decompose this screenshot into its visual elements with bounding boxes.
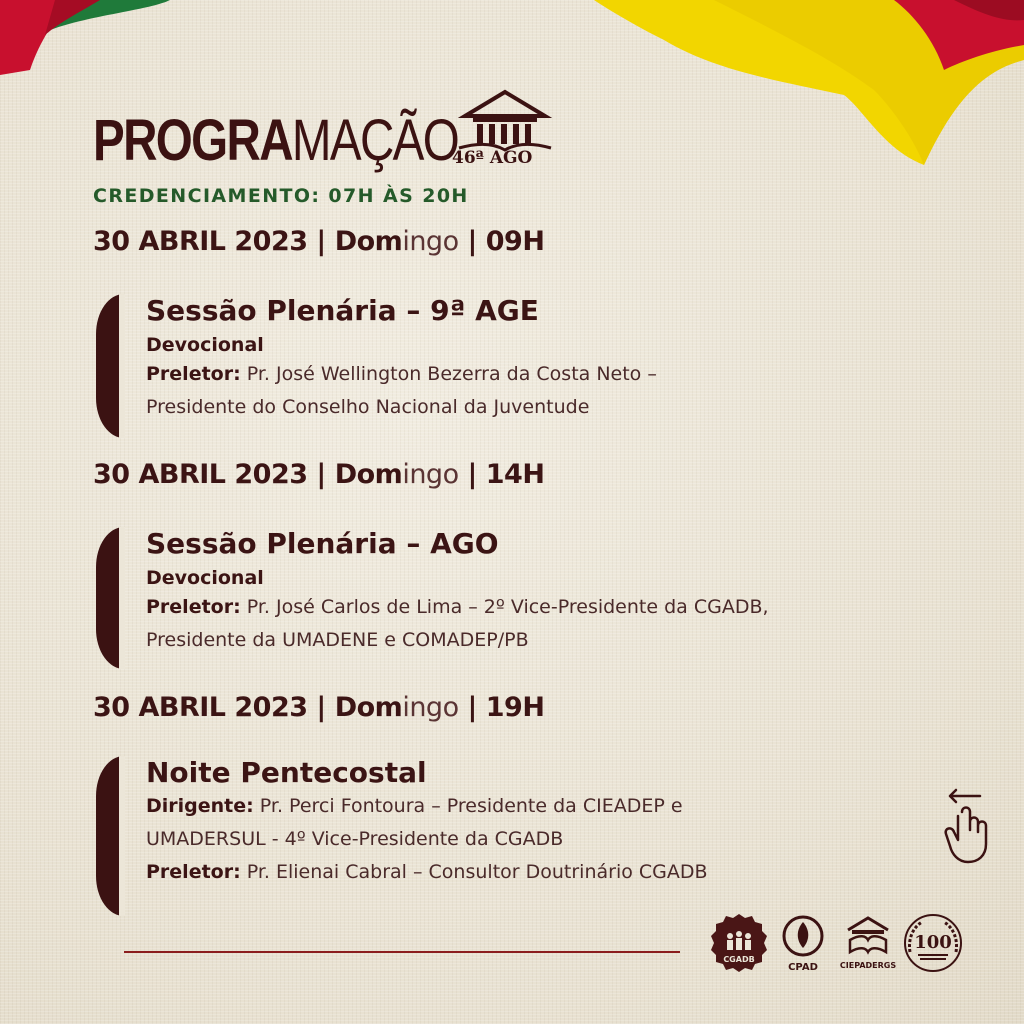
speaker-text: Pr. José Carlos de Lima – 2º Vice-Presidente da CGADB, xyxy=(240,596,769,618)
cpad-logo xyxy=(780,914,826,974)
event-badge: 46ª AGO xyxy=(452,148,533,168)
session-bar xyxy=(96,756,124,916)
day-bold: Dom xyxy=(334,459,403,490)
session-subtitle: Devocional xyxy=(146,567,264,589)
session-bar xyxy=(96,527,124,669)
date-text: 30 ABRIL 2023 | xyxy=(93,692,335,723)
title-bold: PROGRA xyxy=(93,108,292,173)
speaker-label: Preletor: xyxy=(146,363,241,385)
speaker-label: Dirigente: xyxy=(146,795,254,817)
speaker-line xyxy=(146,391,657,424)
speaker-text: Pr. Perci Fontoura – Presidente da CIEADEP e xyxy=(253,795,683,817)
cgadb-logo xyxy=(708,912,770,974)
speaker-text: UMADERSUL - 4º Vice-Presidente da CGADB xyxy=(146,828,564,850)
speaker-line xyxy=(146,358,657,391)
centenary-seal-text: 100 xyxy=(914,932,952,953)
day-light: ingo xyxy=(402,226,459,257)
date-text: 30 ABRIL 2023 | xyxy=(93,459,335,490)
hand-swipe-icon[interactable] xyxy=(940,782,1000,866)
cpad-logo-text: CPAD xyxy=(788,962,818,973)
speaker-label: Preletor: xyxy=(146,596,241,618)
ciepadergs-logo xyxy=(840,912,896,974)
speaker-line xyxy=(146,823,708,856)
day-light: ingo xyxy=(402,459,459,490)
session-date-1 xyxy=(93,226,544,257)
credentialing-hours: CREDENCIAMENTO: 07H ÀS 20H xyxy=(93,185,469,207)
centenary-seal-logo xyxy=(900,912,966,974)
session-content xyxy=(146,527,769,657)
session-title: Noite Pentecostal xyxy=(146,756,427,789)
day-bold: Dom xyxy=(334,692,403,723)
session-bar xyxy=(96,294,124,438)
speaker-line xyxy=(146,624,769,657)
flag-decoration-left xyxy=(0,0,170,80)
session-content xyxy=(146,756,708,889)
time-text: | 19H xyxy=(458,692,545,723)
speaker-label: Preletor: xyxy=(146,861,241,883)
page-title xyxy=(93,108,459,173)
cgadb-logo-text: CGADB xyxy=(723,955,755,964)
day-bold: Dom xyxy=(334,226,403,257)
speaker-line xyxy=(146,591,769,624)
session-date-3 xyxy=(93,692,544,723)
session-title: Sessão Plenária – AGO xyxy=(146,527,499,560)
day-light: ingo xyxy=(402,692,459,723)
session-content xyxy=(146,294,657,424)
session-title: Sessão Plenária – 9ª AGE xyxy=(146,294,539,327)
speaker-text: Pr. José Wellington Bezerra da Costa Neto – xyxy=(240,363,657,385)
flag-decoration-right xyxy=(594,0,1024,165)
speaker-text: Presidente do Conselho Nacional da Juventude xyxy=(146,396,590,418)
speaker-text: Pr. Elienai Cabral – Consultor Doutrinário CGADB xyxy=(240,861,708,883)
speaker-line xyxy=(146,790,708,823)
time-text: | 09H xyxy=(458,226,545,257)
speaker-line xyxy=(146,856,708,889)
title-light: MAÇÃO xyxy=(291,108,459,173)
speaker-text: Presidente da UMADENE e COMADEP/PB xyxy=(146,629,529,651)
session-date-2 xyxy=(93,459,544,490)
date-text: 30 ABRIL 2023 | xyxy=(93,226,335,257)
footer-divider xyxy=(124,951,680,953)
time-text: | 14H xyxy=(458,459,545,490)
ciepadergs-logo-text: CIEPADERGS xyxy=(840,961,896,970)
session-subtitle: Devocional xyxy=(146,334,264,356)
